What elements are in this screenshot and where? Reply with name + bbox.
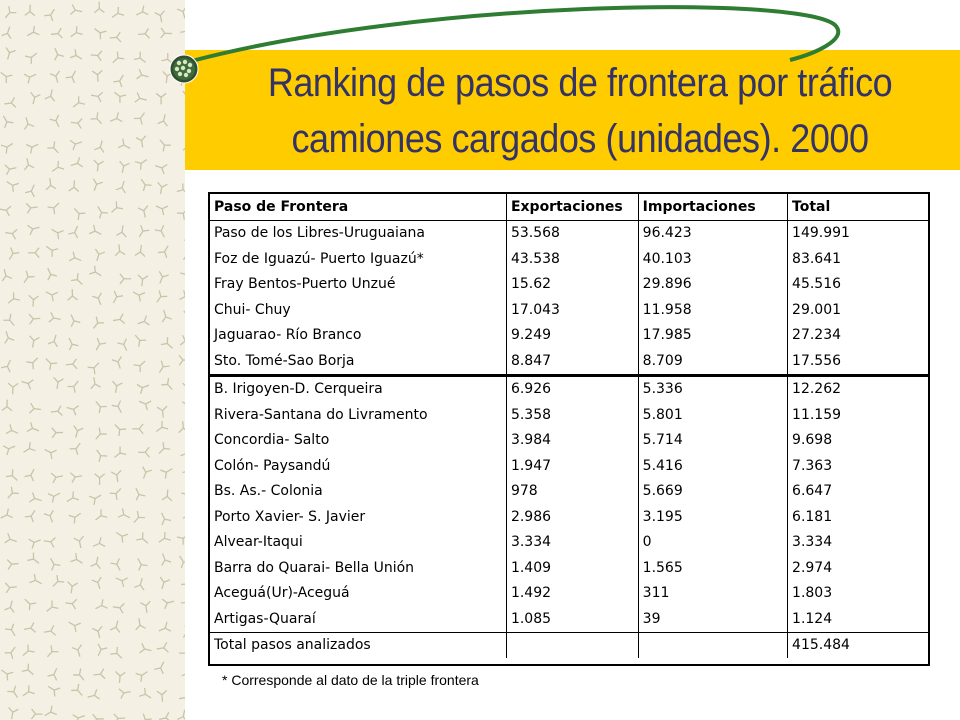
cell-paso: Chui- Chuy bbox=[214, 301, 291, 318]
cell-paso: Porto Xavier- S. Javier bbox=[214, 508, 366, 525]
cell-total: 29.001 bbox=[788, 297, 928, 323]
cell-importaciones: 96.423 bbox=[638, 220, 787, 246]
cell-paso: Jaguarao- Río Branco bbox=[214, 327, 362, 344]
cell-importaciones: 11.958 bbox=[638, 297, 787, 323]
cell-importaciones: 40.103 bbox=[638, 246, 787, 272]
table-row bbox=[210, 402, 928, 428]
cell-importaciones: 5.714 bbox=[638, 428, 787, 454]
cell-exportaciones: 53.568 bbox=[506, 220, 638, 246]
table-row bbox=[210, 530, 928, 556]
cell-importaciones: 5.669 bbox=[638, 479, 787, 505]
cell-paso: Bs. As.- Colonia bbox=[214, 483, 323, 500]
cell-paso: Alvear-Itaqui bbox=[214, 534, 303, 551]
cell-exportaciones: 978 bbox=[506, 479, 638, 505]
cell-total: 12.262 bbox=[788, 375, 928, 402]
cell-importaciones: 5.336 bbox=[638, 375, 787, 402]
table-row bbox=[210, 272, 928, 298]
cell-importaciones: 29.896 bbox=[638, 272, 787, 298]
table-row bbox=[210, 453, 928, 479]
cell-importaciones: 17.985 bbox=[638, 323, 787, 349]
cell-paso: Sto. Tomé-Sao Borja bbox=[210, 348, 506, 375]
title-line-1: Ranking de pasos de frontera por tráfico bbox=[267, 61, 893, 105]
table-row bbox=[210, 479, 928, 505]
cell-exportaciones: 9.249 bbox=[506, 323, 638, 349]
table-row bbox=[210, 323, 928, 349]
header-importaciones: Importaciones bbox=[638, 194, 787, 220]
table-row bbox=[210, 297, 928, 323]
cell-total: 9.698 bbox=[788, 428, 928, 454]
table-row bbox=[210, 555, 928, 581]
cell-total-label: Total pasos analizados bbox=[210, 632, 506, 658]
cell-paso: Paso de los Libres-Uruguaiana bbox=[214, 225, 425, 242]
cell-total-exp bbox=[506, 632, 638, 658]
cell-exportaciones: 6.926 bbox=[506, 375, 638, 402]
header-paso: Paso de Frontera bbox=[210, 194, 506, 220]
table-row bbox=[210, 375, 928, 402]
cell-importaciones: 8.709 bbox=[638, 348, 787, 375]
footnote: * Corresponde al dato de la triple frontera bbox=[222, 672, 479, 688]
decorative-pattern bbox=[0, 0, 185, 720]
table-row bbox=[210, 606, 928, 632]
header-exportaciones: Exportaciones bbox=[506, 194, 638, 220]
cell-importaciones: 5.801 bbox=[638, 402, 787, 428]
table-row bbox=[210, 246, 928, 272]
ranking-table bbox=[208, 192, 930, 666]
cell-exportaciones: 17.043 bbox=[506, 297, 638, 323]
bullet-sphere-icon bbox=[169, 54, 199, 84]
cell-exportaciones: 1.492 bbox=[506, 581, 638, 607]
cell-total: 3.334 bbox=[788, 530, 928, 556]
cell-importaciones: 39 bbox=[638, 606, 787, 632]
cell-total: 11.159 bbox=[788, 402, 928, 428]
cell-paso: Concordia- Salto bbox=[214, 432, 330, 449]
cell-total: 2.974 bbox=[788, 555, 928, 581]
page-title bbox=[238, 55, 922, 167]
header-total: Total bbox=[788, 194, 928, 220]
table-row bbox=[210, 220, 928, 246]
cell-exportaciones: 1.085 bbox=[506, 606, 638, 632]
cell-total: 6.181 bbox=[788, 504, 928, 530]
cell-total: 83.641 bbox=[788, 246, 928, 272]
cell-total: 1.803 bbox=[788, 581, 928, 607]
cell-total-imp bbox=[638, 632, 787, 658]
cell-paso: Fray Bentos-Puerto Unzué bbox=[214, 276, 396, 293]
cell-exportaciones: 3.984 bbox=[506, 428, 638, 454]
cell-total: 1.124 bbox=[788, 606, 928, 632]
cell-exportaciones: 8.847 bbox=[506, 348, 638, 375]
cell-paso: Artigas-Quaraí bbox=[214, 610, 316, 627]
cell-total: 17.556 bbox=[788, 348, 928, 375]
cell-exportaciones: 5.358 bbox=[506, 402, 638, 428]
cell-total: 7.363 bbox=[788, 453, 928, 479]
table-row bbox=[210, 581, 928, 607]
cell-paso: B. Irigoyen-D. Cerqueira bbox=[214, 381, 383, 398]
title-line-2: camiones cargados (unidades). 2000 bbox=[291, 117, 869, 161]
cell-exportaciones: 1.947 bbox=[506, 453, 638, 479]
table-header-row bbox=[210, 194, 928, 220]
cell-exportaciones: 15.62 bbox=[506, 272, 638, 298]
cell-total: 45.516 bbox=[788, 272, 928, 298]
table-row bbox=[210, 348, 928, 375]
cell-paso: Colón- Paysandú bbox=[214, 457, 331, 474]
table-total-row bbox=[210, 632, 928, 658]
cell-total-value: 415.484 bbox=[788, 632, 928, 658]
cell-importaciones: 1.565 bbox=[638, 555, 787, 581]
cell-paso: Aceguá(Ur)-Aceguá bbox=[214, 585, 350, 602]
cell-total: 6.647 bbox=[788, 479, 928, 505]
cell-exportaciones: 3.334 bbox=[506, 530, 638, 556]
cell-importaciones: 3.195 bbox=[638, 504, 787, 530]
cell-importaciones: 5.416 bbox=[638, 453, 787, 479]
cell-exportaciones: 43.538 bbox=[506, 246, 638, 272]
cell-paso: Foz de Iguazú- Puerto Iguazú* bbox=[214, 250, 424, 267]
cell-exportaciones: 1.409 bbox=[506, 555, 638, 581]
cell-importaciones: 0 bbox=[638, 530, 787, 556]
table-row bbox=[210, 428, 928, 454]
cell-total: 27.234 bbox=[788, 323, 928, 349]
cell-exportaciones: 2.986 bbox=[506, 504, 638, 530]
cell-importaciones: 311 bbox=[638, 581, 787, 607]
cell-paso: Barra do Quarai- Bella Unión bbox=[214, 559, 415, 576]
table-row bbox=[210, 504, 928, 530]
cell-paso: Rivera-Santana do Livramento bbox=[214, 406, 428, 423]
cell-total: 149.991 bbox=[788, 220, 928, 246]
